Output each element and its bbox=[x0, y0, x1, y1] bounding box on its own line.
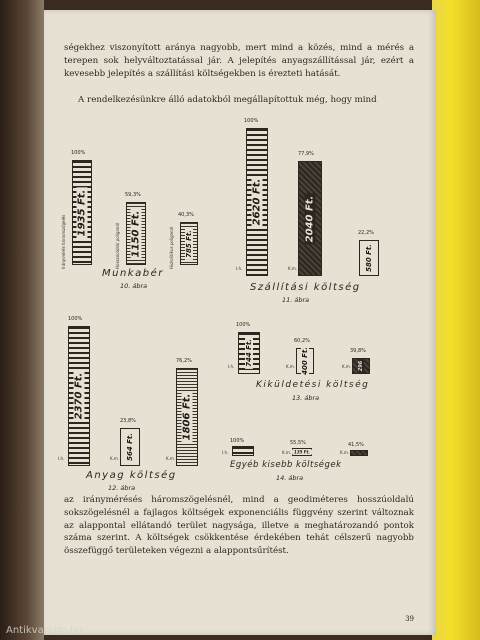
figure-title: Munkabér bbox=[102, 268, 164, 279]
pct-label: 60,2% bbox=[294, 338, 310, 344]
bar-label: I.h. bbox=[58, 456, 65, 461]
bar-label: Hidrolitikus poligonál bbox=[169, 226, 174, 269]
book-cover-edge bbox=[0, 0, 44, 640]
figure-14 bbox=[224, 438, 414, 498]
bar-value: 2370 Ft. bbox=[73, 372, 85, 420]
bar-label: Hosszúoldalú poligonál bbox=[115, 222, 120, 269]
figure-title: Szállítási költség bbox=[250, 282, 361, 293]
bar bbox=[238, 332, 260, 374]
pct-label: 100% bbox=[71, 150, 86, 156]
bar-value: 400 Ft. bbox=[301, 347, 309, 375]
pct-label: 100% bbox=[236, 322, 251, 328]
bar bbox=[180, 222, 198, 265]
paragraph-intro: A rendelkezésünkre álló adatokból megállapítottuk még, hogy mind bbox=[78, 95, 377, 105]
bar-value: 744 Ft. bbox=[245, 339, 253, 367]
pct-label: 100% bbox=[244, 118, 259, 124]
pct-label: 100% bbox=[68, 316, 83, 322]
pct-label: 76,2% bbox=[176, 358, 192, 364]
pct-label: 39,8% bbox=[350, 348, 366, 354]
bar bbox=[232, 446, 254, 456]
bar bbox=[68, 326, 90, 466]
page-number: 39 bbox=[405, 615, 414, 623]
bar-label: K.m. bbox=[286, 364, 296, 369]
figure-number: 11. ábra bbox=[282, 296, 310, 304]
bar-label: K.m. bbox=[282, 450, 292, 455]
bar-label: K.m. bbox=[288, 266, 298, 271]
bar bbox=[292, 448, 312, 456]
bar-value: 135 Ft. bbox=[294, 449, 310, 455]
bar-label: I.h. bbox=[228, 364, 235, 369]
bar-label: Iránymérés háromszögelés bbox=[61, 214, 66, 269]
bar-value: 1150 Ft. bbox=[130, 210, 142, 257]
watermark: Antikvarium.hu bbox=[6, 625, 83, 636]
bar bbox=[352, 358, 370, 374]
bar bbox=[246, 128, 268, 276]
pct-label: 40,3% bbox=[178, 212, 194, 218]
paragraph-bottom: az iránymérésés háromszögelésnél, mind a geodiméteres hosszúoldalú sokszögelésnél a fajlagos költségek exponenciális függvény szerint változnak az alappontal ellátandó terület nagysága, illetve a meghatározandó pontok száma szerint. A költségek csökkentése érdekében tehát célszerű nagyobb összefüggő területeken végezni a alappontsűrítést. bbox=[64, 495, 414, 557]
figure-10 bbox=[58, 148, 228, 288]
bar-label: I.h. bbox=[222, 450, 229, 455]
bar-value: 2040 Ft. bbox=[304, 195, 316, 242]
bar-value: 580 Ft. bbox=[365, 244, 373, 272]
bar bbox=[176, 368, 198, 466]
figure-number: 13. ábra bbox=[292, 394, 320, 402]
pct-label: 77,9% bbox=[298, 151, 314, 157]
pct-label: 59,3% bbox=[125, 192, 141, 198]
bar bbox=[72, 160, 92, 265]
figure-11 bbox=[236, 118, 424, 304]
figure-title: Kiküldetési költség bbox=[256, 380, 370, 390]
bar bbox=[350, 450, 368, 456]
bar bbox=[359, 240, 379, 276]
bar-value: 1935 Ft. bbox=[76, 189, 88, 236]
pct-label: 41,5% bbox=[348, 442, 364, 448]
pct-label: 23,8% bbox=[120, 418, 136, 424]
bar-value: 785 Ft. bbox=[185, 229, 193, 258]
pct-label: 100% bbox=[230, 438, 245, 444]
bar bbox=[296, 348, 314, 374]
figure-number: 10. ábra bbox=[120, 282, 148, 290]
figure-title: Anyag költség bbox=[86, 470, 177, 481]
bar-label: K.m. bbox=[166, 456, 176, 461]
bar bbox=[120, 428, 140, 466]
paragraph-top: ségekhez viszonyított aránya nagyobb, mert mind a közés, mind a mérés a terepen sok helyváltoztatással jár. A jelepítés anyagszállítással jár, ezért a kevesebb jelepítés a szállítási költségekben is érezteti hatását. bbox=[64, 43, 414, 79]
yellow-backing bbox=[432, 0, 480, 640]
figure-number: 14. ábra bbox=[276, 474, 304, 482]
figure-13 bbox=[228, 322, 414, 412]
bar-value: 2620 Ft. bbox=[251, 178, 263, 226]
bar-value: 296 bbox=[358, 360, 364, 372]
figure-12 bbox=[58, 316, 233, 496]
bar-label: I.h. bbox=[236, 266, 243, 271]
bar bbox=[298, 161, 322, 276]
bar-value: 1806 Ft. bbox=[181, 393, 193, 441]
book-page bbox=[44, 10, 436, 635]
figure-number: 12. ábra bbox=[108, 484, 136, 492]
bar-label: K.m. bbox=[340, 450, 350, 455]
pct-label: 55,5% bbox=[290, 440, 306, 446]
bar-value: 564 Ft. bbox=[126, 433, 134, 461]
figure-title: Egyéb kisebb költségek bbox=[230, 460, 342, 470]
pct-label: 22,2% bbox=[358, 230, 374, 236]
bar bbox=[126, 202, 146, 265]
bar-label: K.m. bbox=[110, 456, 120, 461]
bar-label: K.m. bbox=[342, 364, 352, 369]
